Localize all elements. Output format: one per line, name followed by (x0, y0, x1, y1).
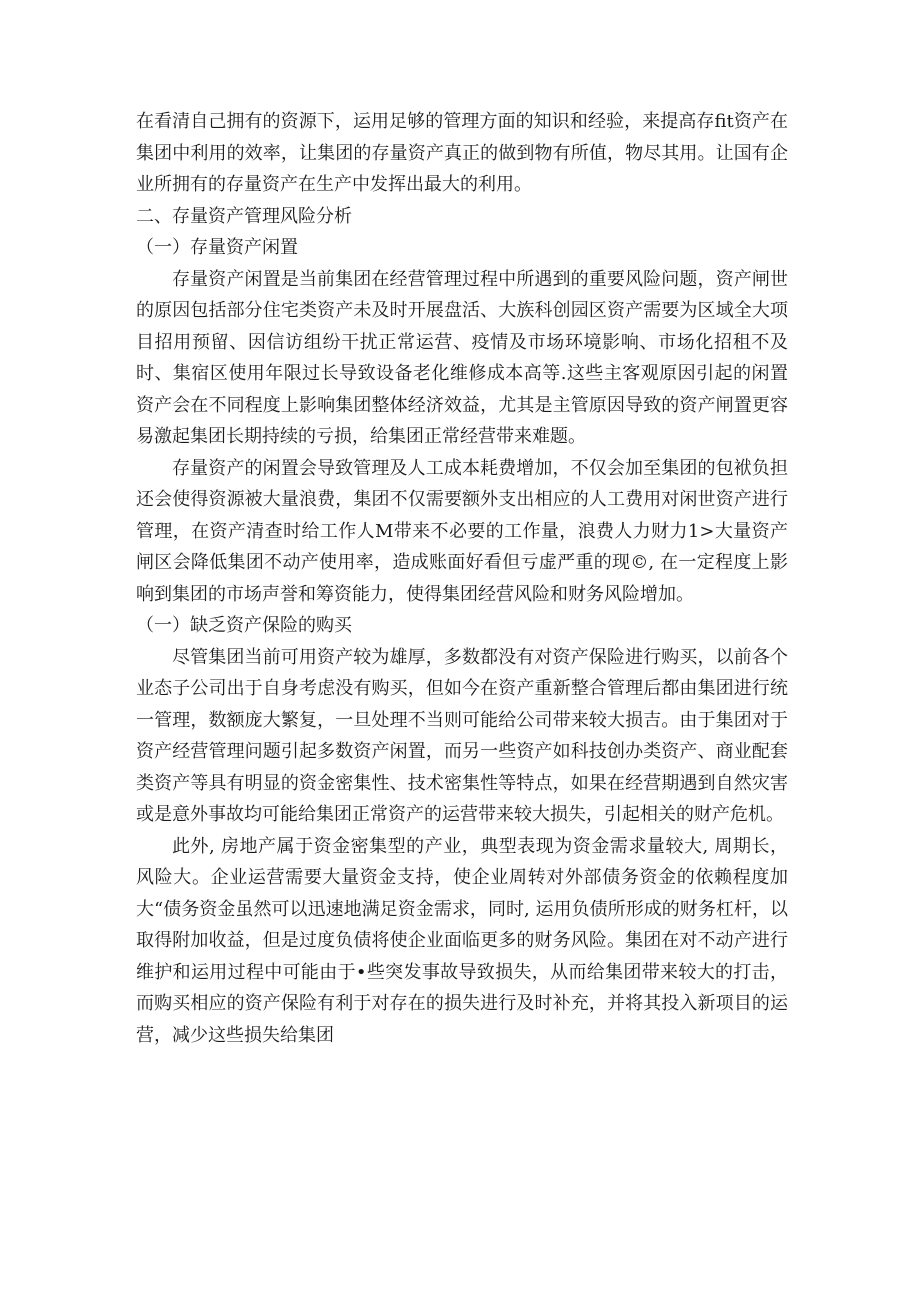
subsection-heading-idle-assets: （一）存量资产闲置 (136, 237, 298, 258)
paragraph-idle-assets-causes: 存量资产闲置是当前集团在经营管理过程中所遇到的重要风险问题，资产闸世的原因包括部分住宅类资产未及时开展盘活、大族科创园区资产需要为区域全大项目招用预留、因信访组纷干扰正常运营、疫情及市场环境影响、市场化招租不及时、集宿区使用年限过长导致设备老化维修成本高等.这些主客观原因引起的闲置资产会在不同程度上影响集团整体经济效益，尤其是主管原因导致的资产闸置更容易激起集团长期持续的亏损，给集团正常经营带来难题。 (136, 268, 788, 447)
paragraph-real-estate-risk: 此外, 房地产属于资金密集型的产业，典型表现为资金需求量较大, 周期长，风险大。企业运营需要大量资金支持，使企业周转对外部债务资金的依赖程度加大“债务资金虽然可以迅速地满足资金需求，同时, 运用负债所形成的财务杠杆，以取得附加收益，但是过度负债将使企业面临更多的财务风险。集团在对不动产进行维护和运用过程中可能由于•些突发事故导致损失，从而给集团带来较大的打击，而购买相应的资产保险有利于对存在的损失进行及时补充，并将其投入新项目的运营，减少这些损失给集团 (136, 835, 788, 1046)
intro-paragraph: 在看清自己拥有的资源下，运用足够的管理方面的知识和经验，来提高存fit资产在集团中利用的效率，让集团的存量资产真正的做到物有所值，物尽其用。让国有企业所拥有的存量资产在生产中发挥出最大的利用。 (136, 111, 788, 195)
subsection-heading-insurance: （一）缺乏资产保险的购买 (136, 615, 352, 636)
section-heading: 二、存量资产管理风险分析 (136, 205, 352, 227)
document-page (136, 106, 788, 1051)
paragraph-idle-assets-costs: 存量资产的闲置会导致管理及人工成本耗费增加，不仅会加至集团的包袱负担还会使得资源被大量浪费，集团不仅需要额外支出相应的人工费用对闲世资产进行管理，在资产清查时给工作人M带来不必要的工作量，浪费人力财力1>大量资产闸区会降低集团不动产使用率，造成账面好看但亏虚严重的现©, 在一定程度上影响到集团的市场声誉和筹资能力，使得集团经营风险和财务风险增加。 (136, 457, 788, 605)
paragraph-insurance-lack: 尽管集团当前可用资产较为雄厚，多数都没有对资产保险进行购买，以前各个业态子公司出于自身考虑没有购买，但如今在资产重新整合管理后都由集团进行统一管理，数额庞大繁复，一旦处理不当则可能给公司带来较大损吉。由于集团对于资产经营管理问题引起多数资产闲置，而另一些资产如科技创办类资产、商业配套类资产等具有明显的资金密集性、技术密集性等特点，如果在经营期遇到自然灾害或是意外事故均可能给集团正常资产的运营带来较大损失，引起相关的财产危机。 (136, 646, 788, 825)
